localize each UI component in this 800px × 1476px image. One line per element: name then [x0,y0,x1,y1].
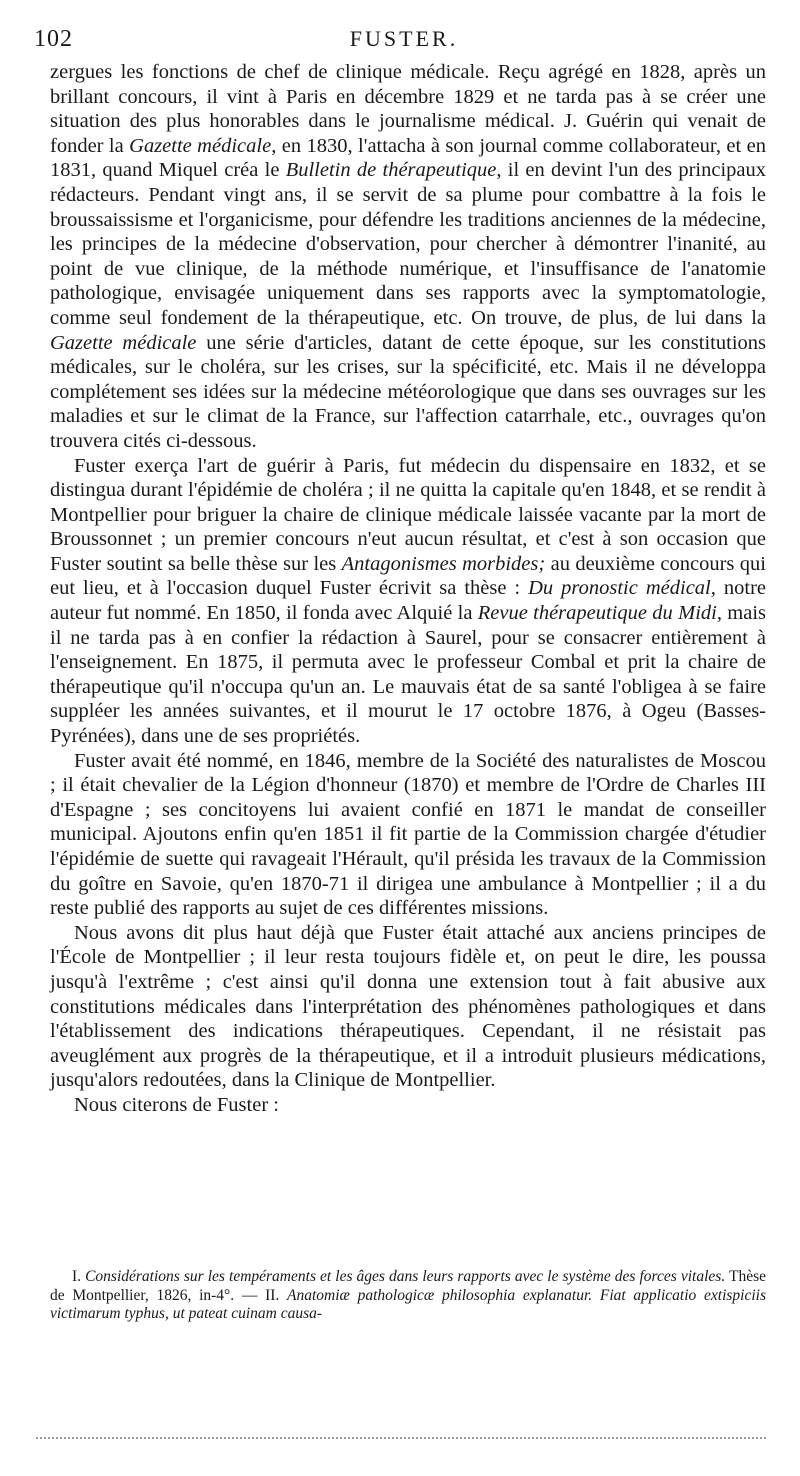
paragraph [50,921,766,1093]
text-run: une série d'articles, datant de cette époque, sur les constitutions médicales, sur le choléra, sur les crises, sur la spécificité, etc. Mais il ne développa complétement ses idées sur la médecine météorologique que dans ses ouvrages sur les maladies et sur le climat de la France, sur l'affection catarrhale, etc., ouvrages qu'on trouvera cités ci-dessous. [50,331,766,452]
body-text [50,60,766,1118]
page-number: 102 [34,26,73,52]
text-run: Fuster avait été nommé, en 1846, membre de la Société des naturalistes de Moscou ; il était chevalier de la Légion d'honneur (1870) et membre de l'Ordre de Charles III d'Espagne ; ses concitoyens lui avaient confié en 1871 le mandat de conseiller municipal. Ajoutons enfin qu'en 1851 il fit partie de la Commission chargée d'étudier l'épidémie de suette qui ravageait l'Hérault, qu'il présida les travaux de la Commission du goître en Savoie, qu'en 1870-71 il dirigea une ambulance à Montpellier ; il a du reste publié des rapports au sujet de ces différentes missions. [50,749,766,920]
italic-citation: Revue thérapeutique du Midi, [477,602,722,625]
bottom-dotted-rule [36,1437,766,1439]
text-run: Fuster exerça l'art de guérir à Paris, fut médecin du dispensaire en 1832, et se distingua durant l'épidémie de choléra ; il ne quitta la capitale qu'en 1848, et se rendit à Montpellier pour briguer la chaire de clinique médicale laissée vacante par la mort de Broussonnet ; un premier concours n'eut aucun résultat, et c'est à son occasion que Fuster soutint sa belle thèse sur les [50,454,766,575]
text-run: , il en devint l'un des principaux rédacteurs. Pendant vingt ans, il se servit de sa plume pour combattre à la fois le broussaissisme et l'organicisme, pour défendre les traditions anciennes de la médecine, les principes de la médecine d'observation, pour chercher à démontrer l'inanité, au point de vue clinique, de la méthode numérique, et l'insuffisance de l'anatomie pathologique, envisagée uniquement dans ses rapports avec la symptomatologie, comme seul fondement de la thérapeutique, etc. On trouve, de plus, de lui dans la [50,159,766,329]
text-run: Thèse de Montpellier, 1826, in-4°. — II. [50,1268,766,1304]
text-run: Nous citerons de Fuster : [74,1093,279,1116]
italic-citation: Antagonismes morbides; [341,552,546,575]
paragraph [50,749,766,921]
text-run: Nous avons dit plus haut déjà que Fuster était attaché aux anciens principes de l'École de Montpellier ; il leur resta toujours fidèle et, on peut le dire, les poussa jusqu'à l'extrême ; c'est ainsi qu'il donna une extension tout à fait abusive aux constitutions médicales dans l'interprétation des phénomènes pathologiques et dans l'établissement des indications thérapeutiques. Cependant, il ne résistait pas aveuglément aux progrès de la thérapeutique, et il a introduit plusieurs médications, jusqu'alors redoutées, dans la Clinique de Montpellier. [50,921,766,1092]
italic-citation: Considérations sur les tempéraments et les âges dans leurs rapports avec le système des forces vitales. [85,1268,726,1285]
paragraph [50,454,766,749]
italic-citation: Gazette médicale [50,331,197,354]
paragraph [50,60,766,454]
text-run: mais il ne tarda pas à en confier la rédaction à Saurel, pour se consacrer entièrement à l'enseignement. En 1875, il permuta avec le professeur Combal et prit la chaire de thérapeutique qu'il n'occupa qu'un an. Le mauvais état de sa santé l'obligea à se faire suppléer les années suivantes, et il mourut le 17 octobre 1876, à Ogeu (Basses-Pyrénées), dans une de ses propriétés. [50,602,767,748]
text-run: , en 1830, l'attacha à son journal comme collaborateur, et en 1831, quand Miquel créa le [50,134,766,182]
running-head: FUSTER. [349,26,459,51]
footnote [50,1268,766,1324]
text-run: notre auteur fut nommé. En 1850, il fonda avec Alquié la [50,577,766,625]
italic-citation: Gazette médicale [129,134,272,157]
italic-citation: Bulletin de thérapeutique [285,159,497,182]
italic-citation: Anatomiæ pathologicæ philosophia explanatur. Fiat applicatio extispiciis victimarum typhus, ut pateat cuinam causa- [50,1286,766,1322]
page-header [34,26,774,56]
text-run: I. [72,1268,86,1285]
text-run: zergues les fonctions de chef de clinique médicale. Reçu agrégé en 1828, après un brillant concours, il vint à Paris en décembre 1829 et ne tarda pas à se créer une situation des plus honorables dans le journalisme médical. J. Guérin qui venait de fonder la [50,61,766,157]
paragraph [50,1093,766,1118]
text-run: au deuxième concours qui eut lieu, et à l'occasion duquel Fuster écrivit sa thèse : [50,552,766,600]
italic-citation: Du pronostic médical, [528,577,716,600]
footnotes [50,1268,766,1324]
